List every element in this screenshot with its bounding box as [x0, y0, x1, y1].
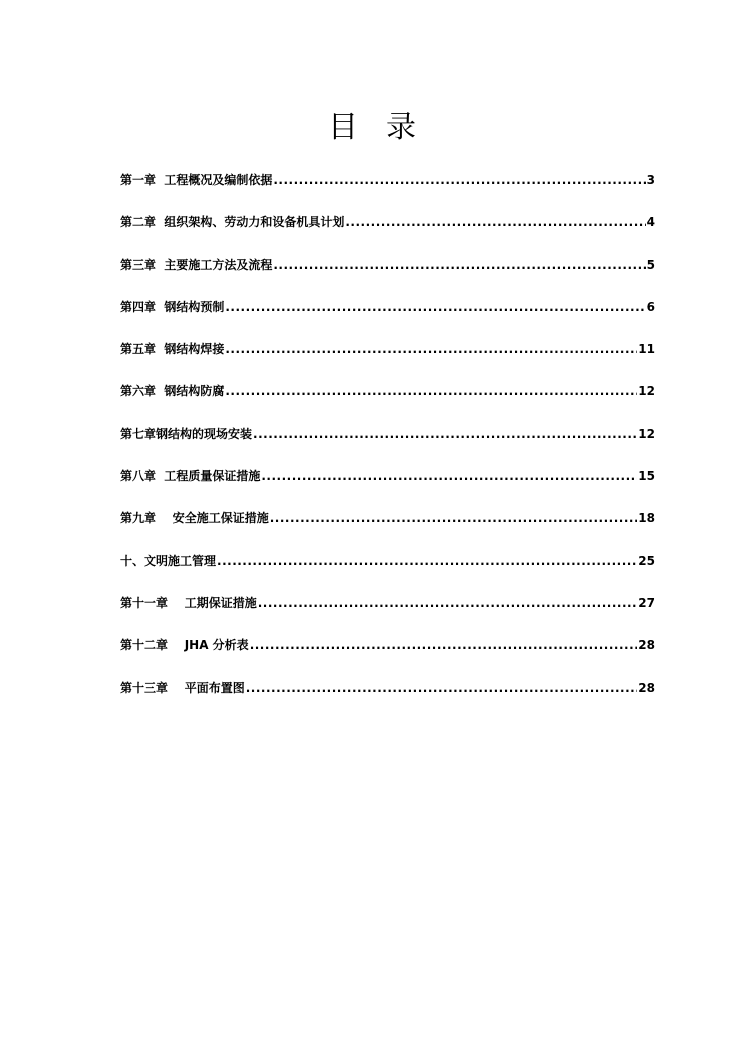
toc-entry-chapter-3[interactable]	[120, 253, 655, 295]
toc-entry-chapter-4[interactable]	[120, 295, 655, 337]
toc-dot-leader	[217, 549, 637, 573]
toc-dot-leader	[225, 295, 645, 319]
page-title	[0, 108, 744, 148]
toc-entry-chapter-5[interactable]	[120, 337, 655, 379]
toc-entry-label: 第九章 安全施工保证措施	[120, 511, 269, 526]
toc-dot-leader	[273, 253, 645, 277]
toc-entry-label: 第八章 工程质量保证措施	[120, 469, 261, 484]
toc-page-number: 12	[638, 384, 655, 399]
toc-page-number: 6	[646, 299, 655, 314]
toc-dot-leader	[258, 591, 638, 615]
toc-entry-label: 第二章 组织架构、劳动力和设备机具计划	[120, 215, 345, 230]
toc-entry-label: 第五章 钢结构焊接	[120, 342, 225, 357]
toc-entry-chapter-9[interactable]	[120, 506, 655, 548]
toc-entry-chapter-7[interactable]	[120, 422, 655, 464]
toc-entry-label: 第十二章 JHA 分析表	[120, 638, 249, 653]
toc-entry-chapter-11[interactable]	[120, 591, 655, 633]
toc-entry-label: 十、文明施工管理	[120, 553, 217, 568]
title-char-2: 录	[386, 110, 416, 145]
toc-page-number: 15	[638, 469, 655, 484]
toc-entry-label: 第四章 钢结构预制	[120, 299, 225, 314]
toc-entry-label: 第一章 工程概况及编制依据	[120, 173, 273, 187]
toc-entry-chapter-13[interactable]	[120, 676, 655, 718]
toc-page-number: 11	[638, 342, 655, 357]
table-of-contents	[120, 168, 655, 718]
toc-dot-leader	[225, 379, 637, 403]
toc-entry-label: 第七章钢结构的现场安装	[120, 426, 253, 441]
toc-entry-label: 第三章 主要施工方法及流程	[120, 257, 273, 272]
toc-dot-leader	[246, 676, 638, 700]
toc-dot-leader	[273, 168, 645, 192]
toc-page-number: 18	[638, 511, 655, 526]
toc-entry-chapter-12[interactable]	[120, 633, 655, 675]
toc-dot-leader	[225, 337, 637, 361]
toc-entry-chapter-8[interactable]	[120, 464, 655, 506]
toc-page-number: 5	[646, 257, 655, 272]
toc-dot-leader	[250, 633, 638, 657]
toc-entry-chapter-10[interactable]	[120, 549, 655, 591]
toc-entry-label: 第十三章 平面布置图	[120, 680, 245, 695]
toc-page-number: 4	[646, 215, 655, 230]
toc-dot-leader	[253, 422, 637, 446]
toc-dot-leader	[345, 210, 645, 234]
toc-page-number: 28	[638, 680, 655, 695]
toc-entry-chapter-6[interactable]	[120, 379, 655, 421]
toc-entry-label: 第十一章 工期保证措施	[120, 595, 257, 610]
toc-dot-leader	[270, 506, 638, 530]
toc-page-number: 25	[638, 553, 655, 568]
toc-entry-label: 第六章 钢结构防腐	[120, 384, 225, 399]
toc-page-number: 12	[638, 426, 655, 441]
toc-entry-chapter-1[interactable]	[120, 168, 655, 210]
toc-page-number: 3	[646, 173, 655, 187]
toc-dot-leader	[261, 464, 637, 488]
toc-page-number: 28	[638, 638, 655, 653]
title-char-1: 目	[328, 110, 358, 145]
toc-entry-chapter-2[interactable]	[120, 210, 655, 252]
toc-page-number: 27	[638, 595, 655, 610]
